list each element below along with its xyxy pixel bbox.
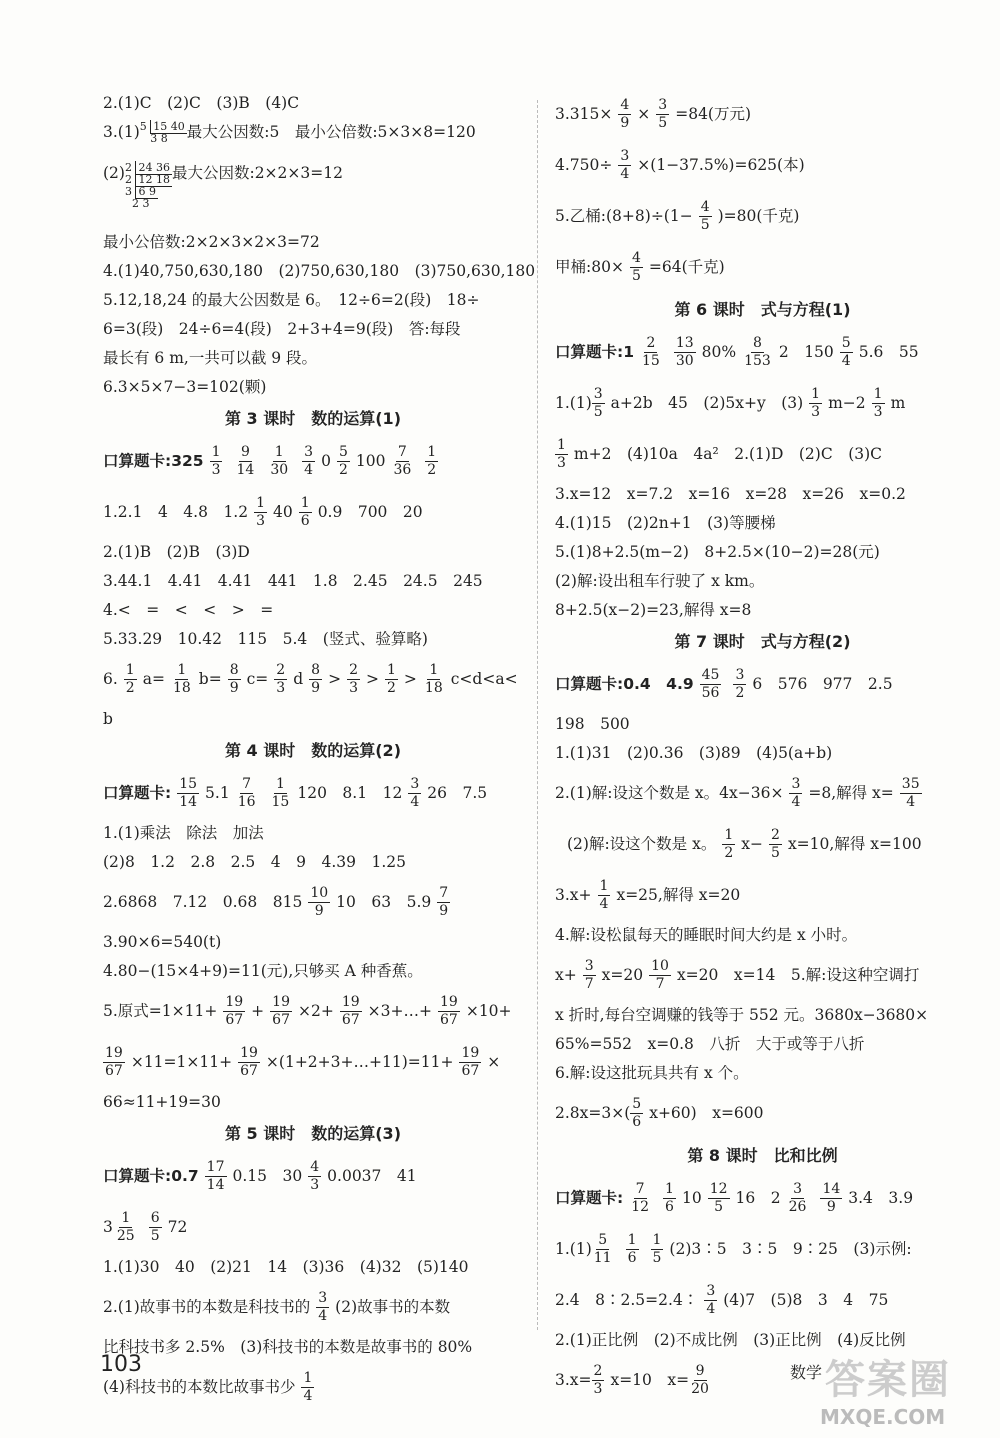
fraction: $\frac{3}{4}$ xyxy=(706,1282,716,1317)
answer-line: 最长有 6 m,一共可以截 9 段。 xyxy=(103,349,318,367)
fraction: $\frac{14}{9}$ xyxy=(822,1180,841,1215)
answer-line: b xyxy=(103,710,113,728)
fraction: $\frac{35}{4}$ xyxy=(901,775,920,810)
fraction: $\frac{10}{7}$ xyxy=(651,957,669,992)
answer-line: 1.(1)31 (2)0.36 (3)89 (4)5(a+b) xyxy=(555,744,833,762)
answer-line: 2.8x=3×( $\frac{5}{6}$ x+60) x=600 xyxy=(555,1095,764,1130)
fraction: $\frac{4}{5}$ xyxy=(700,198,710,233)
fraction: $\frac{2}{3}$ xyxy=(349,661,358,696)
fraction: $\frac{1}{18}$ xyxy=(172,661,191,696)
answer-line: 6.解:设这批玩具共有 x 个。 xyxy=(555,1064,749,1082)
watermark-logo: 答案圈 xyxy=(825,1357,951,1403)
fraction: $\frac{8}{153}$ xyxy=(744,334,771,369)
answer-line: 3.x= $\frac{2}{3}$ x=10 x= $\frac{9}{20}$ xyxy=(555,1362,709,1397)
fraction: $\frac{19}{67}$ xyxy=(105,1044,123,1079)
fraction: $\frac{1}{2}$ xyxy=(724,826,734,861)
answer-line: 65%=552 x=0.8 八折 大于或等于八折 xyxy=(555,1035,865,1053)
answer-line: 1.(1) $\frac{3}{5}$ a+2b 45 (2)5x+y (3) $\frac{1}{3}$ m−2 $\frac{1}{3}$ m xyxy=(555,385,906,420)
fraction: $\frac{1}{18}$ xyxy=(424,661,443,696)
fraction: $\frac{3}{4}$ xyxy=(620,147,630,182)
fraction: $\frac{3}{26}$ xyxy=(788,1180,807,1215)
right-column xyxy=(555,92,970,1409)
watermark-url: MXQE.COM xyxy=(820,1405,946,1429)
lesson-heading: 第 7 课时 式与方程(2) xyxy=(674,632,851,651)
answer-line: 最小公倍数:2×2×3×2×3=72 xyxy=(103,233,320,251)
oral-card-line: 口算题卡: $\frac{7}{12}$ $\frac{1}{6}$ 10 $\frac{12}{5}$ 16 2 $\frac{3}{26}$ $\frac{14}{9}$ 3.4 3.9 xyxy=(555,1180,914,1215)
fraction: $\frac{3}{4}$ xyxy=(304,443,314,478)
answer-line: 1.2.1 4 4.8 1.2 $\frac{1}{3}$ 40 $\frac{1}{6}$ 0.9 700 20 xyxy=(103,494,423,529)
answer-line: $\frac{19}{67}$ ×11=1×11+ $\frac{19}{67}$ ×(1+2+3+…+11)=11+ $\frac{19}{67}$ × xyxy=(105,1044,501,1079)
answer-line: 5.12,18,24 的最大公因数是 6。 12÷6=2(段) 18÷ xyxy=(103,291,480,309)
answer-line: 5.原式=1×11+ $\frac{19}{67}$ + $\frac{19}{67}$ ×2+ $\frac{19}{67}$ ×3+…+ $\frac{19}{67}$ ×10+ xyxy=(103,993,512,1028)
oral-card-line: 198 500 xyxy=(555,715,630,733)
column-divider xyxy=(537,100,538,1330)
answer-line: (2)8 1.2 2.8 2.5 4 9 4.39 1.25 xyxy=(103,853,407,871)
fraction: $\frac{3}{5}$ xyxy=(658,96,668,131)
fraction: $\frac{1}{3}$ xyxy=(557,436,566,471)
fraction: $\frac{12}{5}$ xyxy=(709,1180,728,1215)
division-ladder: 5 15 40 3 8 xyxy=(139,120,185,145)
answer-line: 4.(1)15 (2)2n+1 (3)等腰梯 xyxy=(555,514,776,532)
answer-line: (4)科技书的本数比故事书少 $\frac{1}{4}$ xyxy=(103,1369,313,1404)
answer-line: 1.(1) $\frac{5}{11}$ $\frac{1}{6}$ $\frac{1}{5}$ (2)3∶5 3∶5 9∶25 (3)示例: xyxy=(555,1231,912,1266)
fraction: $\frac{17}{14}$ xyxy=(206,1158,225,1193)
answer-line: 2.6868 7.12 0.68 815 $\frac{10}{9}$ 10 63 5.9 $\frac{7}{9}$ xyxy=(103,884,449,919)
fraction: $\frac{7}{9}$ xyxy=(439,884,449,919)
fraction: $\frac{4}{3}$ xyxy=(310,1158,320,1193)
fraction: $\frac{1}{6}$ xyxy=(665,1180,674,1215)
fraction: $\frac{2}{3}$ xyxy=(276,661,286,696)
answer-line: 8+2.5(x−2)=23,解得 x=8 xyxy=(555,601,752,619)
page-number: 103 xyxy=(100,1352,142,1377)
oral-card-line: 口算题卡:1 $\frac{2}{15}$ $\frac{13}{30}$ 80% $\frac{8}{153}$ 2 150 $\frac{5}{4}$ 5.6 55 xyxy=(555,334,919,369)
answer-line: 6.3×5×7−3=102(颗) xyxy=(103,378,267,396)
fraction: $\frac{5}{11}$ xyxy=(593,1231,612,1266)
fraction: $\frac{5}{6}$ xyxy=(632,1095,642,1130)
fraction: $\frac{1}{2}$ xyxy=(427,443,437,478)
answer-line: 3.(1)5 15 40 3 8 最大公因数:5 最小公倍数:5×3×8=120 xyxy=(103,120,476,145)
subject-label: 数学 xyxy=(790,1363,823,1382)
fraction: $\frac{1}{3}$ xyxy=(256,494,266,529)
answer-line: 6=3(段) 24÷6=4(段) 2+3+4=9(段) 答:每段 xyxy=(103,320,461,338)
fraction: $\frac{7}{16}$ xyxy=(237,775,256,810)
answer-line: $\frac{1}{3}$ m+2 (4)10a 4a² 2.(1)D (2)C (3)C xyxy=(557,436,883,471)
fraction: $\frac{5}{2}$ xyxy=(338,443,348,478)
answer-line: 5.(1)8+2.5(m−2) 8+2.5×(10−2)=28(元) xyxy=(555,543,880,561)
answer-line: 66≈11+19=30 xyxy=(103,1093,221,1111)
answer-line: 1.(1)乘法 除法 加法 xyxy=(103,824,264,842)
fraction: $\frac{3}{4}$ xyxy=(318,1289,328,1324)
answer-line: 2.4 8∶2.5=2.4∶ $\frac{3}{4}$ (4)7 (5)8 3 4 75 xyxy=(555,1282,889,1317)
left-column xyxy=(103,92,536,1416)
fraction: $\frac{9}{14}$ xyxy=(236,443,255,478)
oral-card-line: 口算题卡:0.7 $\frac{17}{14}$ 0.15 30 $\frac{4}{3}$ 0.0037 41 xyxy=(103,1158,417,1193)
answer-line: 2.(1)故事书的本数是科技书的 $\frac{3}{4}$ (2)故事书的本数 xyxy=(103,1289,451,1324)
answer-line: 5.乙桶:(8+8)÷(1− $\frac{4}{5}$ )=80(千克) xyxy=(555,198,800,233)
answer-line: x+ $\frac{3}{7}$ x=20 $\frac{10}{7}$ x=20 x=14 5.解:设这种空调打 xyxy=(555,957,920,992)
oral-card-line: 口算题卡:325 $\frac{1}{3}$ $\frac{9}{14}$ $\frac{1}{30}$ $\frac{3}{4}$ 0 $\frac{5}{2}$ 100 $\frac{7}{36}$ $\frac{1}{2}$ xyxy=(103,443,437,478)
answer-line: 6. $\frac{1}{2}$ a= $\frac{1}{18}$ b= $\frac{8}{9}$ c= $\frac{2}{3}$ d $\frac{8}{9}$ > $\frac{2}{3}$ > $\frac{1}{2}$ > $\frac{1}{18}$ c<d<a< xyxy=(103,661,518,696)
answer-line: 4.解:设松鼠每天的睡眠时间大约是 x 小时。 xyxy=(555,926,858,944)
fraction: $\frac{10}{9}$ xyxy=(310,884,329,919)
fraction: $\frac{1}{15}$ xyxy=(271,775,290,810)
answer-line: 3.90×6=540(t) xyxy=(103,933,222,951)
fraction: $\frac{19}{67}$ xyxy=(461,1044,480,1079)
oral-card-line: 3 $\frac{1}{25}$ $\frac{6}{5}$ 72 xyxy=(103,1209,188,1244)
fraction: $\frac{6}{5}$ xyxy=(150,1209,160,1244)
fraction: $\frac{1}{2}$ xyxy=(125,661,135,696)
fraction: $\frac{3}{2}$ xyxy=(735,666,745,701)
answer-line: 4.80−(15×4+9)=11(元),只够买 A 种香蕉。 xyxy=(103,962,423,980)
answer-line: (2)解:设这个数是 x。 $\frac{1}{2}$ x− $\frac{2}{5}$ x=10,解得 x=100 xyxy=(567,826,922,861)
answer-line: 2.(1)正比例 (2)不成比例 (3)正比例 (4)反比例 xyxy=(555,1331,906,1349)
lesson-heading: 第 4 课时 数的运算(2) xyxy=(224,741,402,760)
fraction: $\frac{4}{5}$ xyxy=(631,249,641,284)
answer-line: x 折时,每台空调赚的钱等于 552 元。3680x−3680× xyxy=(555,1006,929,1024)
fraction: $\frac{7}{12}$ xyxy=(631,1180,650,1215)
fraction: $\frac{2}{15}$ xyxy=(641,334,660,369)
fraction: $\frac{19}{67}$ xyxy=(225,993,244,1028)
answer-line: (2)2 24 36 2 12 18 3 6 9 2 3最大公因数:2×2×3=12 xyxy=(103,161,343,210)
fraction: $\frac{5}{4}$ xyxy=(841,334,851,369)
fraction: $\frac{1}{25}$ xyxy=(116,1209,135,1244)
fraction: $\frac{19}{67}$ xyxy=(341,993,360,1028)
fraction: $\frac{8}{9}$ xyxy=(311,661,321,696)
answer-line: 2.(1)B (2)B (3)D xyxy=(103,543,250,561)
answer-line: 3.315× $\frac{4}{9}$ × $\frac{3}{5}$ =84(万元) xyxy=(555,96,752,131)
fraction: $\frac{1}{3}$ xyxy=(811,385,821,420)
answer-line: 甲桶:80× $\frac{4}{5}$ =64(千克) xyxy=(555,249,725,284)
lesson-heading: 第 8 课时 比和比例 xyxy=(687,1146,838,1165)
fraction: $\frac{2}{5}$ xyxy=(771,826,780,861)
fraction: $\frac{3}{5}$ xyxy=(593,385,603,420)
fraction: $\frac{19}{67}$ xyxy=(440,993,458,1028)
fraction: $\frac{1}{2}$ xyxy=(387,661,396,696)
answer-line: 5.33.29 10.42 115 5.4 (竖式、验算略) xyxy=(103,630,428,648)
answer-line: 2.(1)解:设这个数是 x。4x−36× $\frac{3}{4}$ =8,解得 x= $\frac{35}{4}$ xyxy=(555,775,920,810)
fraction: $\frac{1}{6}$ xyxy=(627,1231,637,1266)
answer-line: (2)解:设出租车行驶了 x km。 xyxy=(555,572,765,590)
answer-line: 4.(1)40,750,630,180 (2)750,630,180 (3)750,630,180 xyxy=(103,262,536,280)
fraction: $\frac{4}{9}$ xyxy=(620,96,630,131)
oral-card-line: 口算题卡: $\frac{15}{14}$ 5.1 $\frac{7}{16}$ $\frac{1}{15}$ 120 8.1 12 $\frac{3}{4}$ 26 7.5 xyxy=(103,775,488,810)
fraction: $\frac{13}{30}$ xyxy=(675,334,694,369)
lesson-heading: 第 3 课时 数的运算(1) xyxy=(224,409,402,428)
fraction: $\frac{9}{20}$ xyxy=(691,1362,709,1397)
answer-line: 4.750÷ $\frac{3}{4}$ ×(1−37.5%)=625(本) xyxy=(555,147,805,182)
answer-line: 比科技书多 2.5% (3)科技书的本数是故事书的 80% xyxy=(103,1338,473,1356)
lesson-heading: 第 5 课时 数的运算(3) xyxy=(224,1124,402,1143)
answer-line: 2.(1)C (2)C (3)B (4)C xyxy=(103,94,300,112)
answer-line: 3.x+ $\frac{1}{4}$ x=25,解得 x=20 xyxy=(555,877,741,912)
fraction: $\frac{1}{4}$ xyxy=(599,877,609,912)
fraction: $\frac{45}{56}$ xyxy=(701,666,720,701)
fraction: $\frac{19}{67}$ xyxy=(240,1044,258,1079)
fraction: $\frac{3}{7}$ xyxy=(584,957,594,992)
fraction: $\frac{1}{6}$ xyxy=(300,494,310,529)
answer-line: 1.(1)30 40 (2)21 14 (3)36 (4)32 (5)140 xyxy=(103,1258,469,1276)
fraction: $\frac{8}{9}$ xyxy=(229,661,239,696)
fraction: $\frac{1}{30}$ xyxy=(270,443,289,478)
answer-line: 3.x=12 x=7.2 x=16 x=28 x=26 x=0.2 xyxy=(555,485,906,503)
fraction: $\frac{2}{3}$ xyxy=(593,1362,603,1397)
fraction: $\frac{7}{36}$ xyxy=(393,443,412,478)
fraction: $\frac{1}{4}$ xyxy=(303,1369,313,1404)
fraction: $\frac{15}{14}$ xyxy=(179,775,198,810)
answer-line: 3.44.1 4.41 4.41 441 1.8 2.45 24.5 245 xyxy=(103,572,483,590)
fraction: $\frac{19}{67}$ xyxy=(272,993,290,1028)
answer-line: 4.< = < < > = xyxy=(103,601,274,619)
fraction: $\frac{1}{3}$ xyxy=(211,443,221,478)
lesson-heading: 第 6 课时 式与方程(1) xyxy=(674,300,851,319)
oral-card-line: 口算题卡:0.4 4.9 $\frac{45}{56}$ $\frac{3}{2}$ 6 576 977 2.5 xyxy=(555,666,893,701)
division-ladder: 2 24 36 2 12 18 3 6 9 2 3 xyxy=(124,161,170,210)
fraction: $\frac{3}{4}$ xyxy=(791,775,801,810)
fraction: $\frac{3}{4}$ xyxy=(410,775,420,810)
fraction: $\frac{1}{5}$ xyxy=(652,1231,662,1266)
fraction: $\frac{1}{3}$ xyxy=(873,385,883,420)
